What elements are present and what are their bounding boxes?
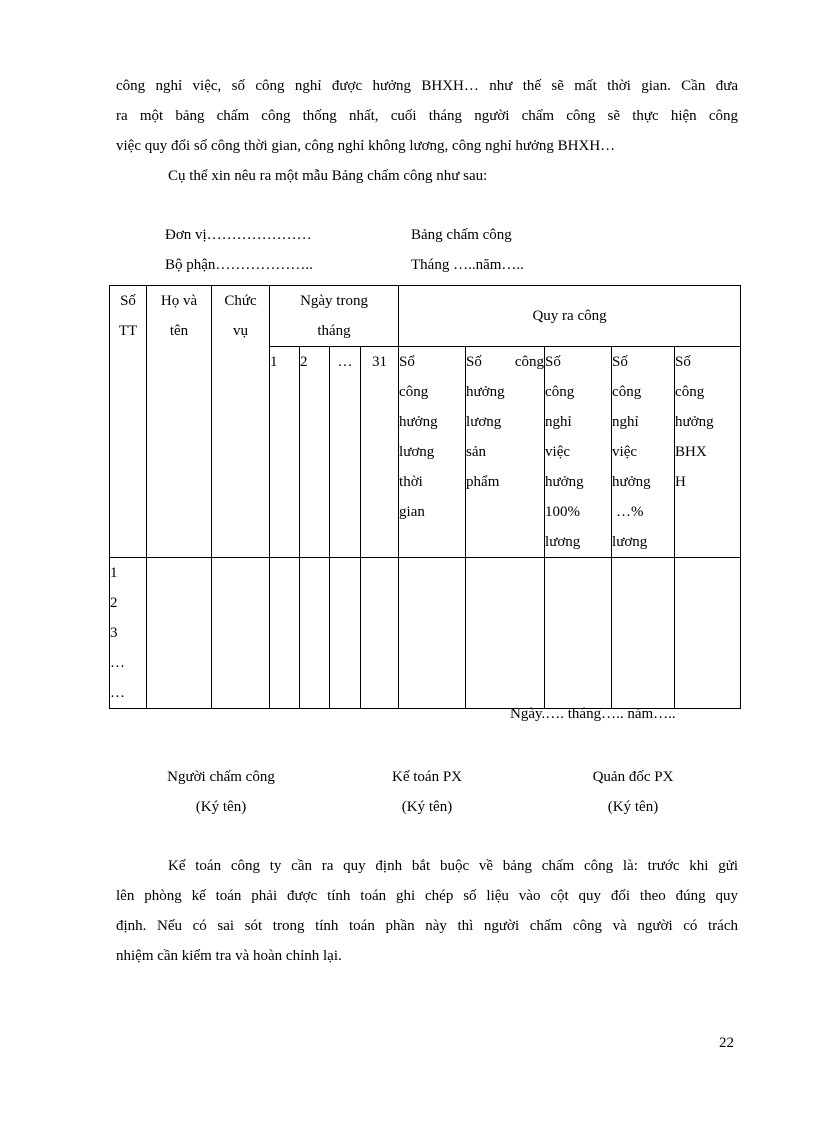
quy-word: hưởng [466,384,505,400]
quy-word: công [399,384,429,400]
row-number: … [110,655,125,671]
row-number-list [110,558,147,709]
header-text: tháng [317,323,351,339]
quy-word: công [545,384,575,400]
chuc-vu-header [212,286,270,558]
header-text: Quy ra công [532,307,607,324]
thang-nam-label: Tháng …..năm….. [411,257,524,273]
bo-phan-label: Bộ phận……………….. [165,257,313,273]
header-text: Số [120,293,136,309]
quy-col-nghi-percent [612,347,675,558]
day-ellipsis-header: … [330,347,361,558]
table-cell [147,558,212,709]
row-number: 2 [110,595,118,611]
table-body-row [110,558,741,709]
quy-word: công [612,384,642,400]
quy-word: Số [612,354,628,370]
table-cell [545,558,612,709]
quy-word: BHX [675,444,707,460]
stt-header [110,286,147,558]
header-text: TT [118,323,138,339]
quy-col-san-pham [466,347,545,558]
quy-word: H [675,474,686,490]
intro-line: ra một bảng chấm công thống nhất, cuối tháng người chấm công sẽ thực hiện công [116,108,738,124]
day-31-header: 31 [361,347,399,558]
table-cell [270,558,300,709]
quy-word: Số công [466,354,545,370]
closing-line: định. Nếu có sai sót trong tính toán phần này thì người chấm công và người có trách [116,918,738,934]
intro-line: việc quy đổi số công thời gian, công nghỉ không lương, công nghỉ hưởng BHXH… [116,138,616,154]
signature-quan-doc-px [563,762,703,822]
date-line: Ngày.…. tháng….. năm….. [510,706,676,722]
quy-word: lương [466,414,502,430]
bang-cham-cong-title: Bảng chấm công [411,227,512,243]
intro-line: Cụ thể xin nêu ra một mẫu Bảng chấm công như sau: [168,168,488,184]
page-number: 22 [719,1035,734,1051]
signature-title: Người chấm công [167,769,275,785]
table-cell [675,558,741,709]
quy-word: sản [466,444,487,460]
closing-line: nhiệm cần kiểm tra và hoàn chỉnh lại. [116,948,342,964]
quy-word: lương [399,444,435,460]
table-cell [361,558,399,709]
quy-word: nghỉ [545,414,572,430]
quy-word: Số [399,354,415,370]
row-number: 1 [110,565,118,581]
signature-sub: (Ký tên) [607,799,659,815]
table-cell [330,558,361,709]
row-number: 3 [110,625,118,641]
table-cell [300,558,330,709]
closing-paragraph [116,851,738,971]
ngay-trong-thang-header [270,286,399,347]
header-text: Họ và [160,293,198,309]
quy-word: việc [545,444,571,460]
signature-nguoi-cham-cong [140,762,302,822]
intro-paragraph [116,71,738,191]
table-header-row [110,286,741,347]
timesheet-table [109,285,741,709]
quy-word: lương [612,534,648,550]
quy-col-thoi-gian [399,347,466,558]
quy-word: việc [612,444,638,460]
don-vi-label: Đơn vị………………… [165,227,312,243]
header-text: Chức [224,293,257,309]
table-cell [612,558,675,709]
day-1-header: 1 [270,347,300,558]
closing-line: lên phòng kế toán phải được tính toán ghi chép số liệu vào cột quy đổi theo đúng quy [116,888,738,904]
intro-line: công nghỉ việc, số công nghỉ được hưởng BHXH… như thế sẽ mất thời gian. Cần đưa [116,78,738,94]
signature-ke-toan-px [355,762,499,822]
quy-word: thời [399,474,423,490]
quy-word: 100% [545,504,581,520]
header-text: Ngày trong [300,293,368,309]
quy-word: phẩm [466,474,500,490]
signature-sub: (Ký tên) [195,799,247,815]
table-cell [399,558,466,709]
signature-title: Kế toán PX [392,769,462,785]
signature-title: Quản đốc PX [592,769,674,785]
closing-line: Kế toán công ty cần ra quy định bắt buộc về bảng chấm công là: trước khi gửi [168,858,738,874]
quy-word: hưởng [399,414,438,430]
quy-word: hưởng [545,474,584,490]
header-text: tên [169,323,189,339]
table-cell [212,558,270,709]
header-text: vụ [233,323,248,339]
ho-ten-header [147,286,212,558]
day-2-header: 2 [300,347,330,558]
quy-word: Số [675,354,691,370]
quy-ra-cong-header [399,286,741,347]
quy-word: …% [616,504,644,520]
quy-word: Số [545,354,561,370]
quy-col-bhxh [675,347,741,558]
quy-col-nghi-100 [545,347,612,558]
quy-word: lương [545,534,581,550]
quy-word: nghỉ [612,414,639,430]
quy-word: hưởng [612,474,651,490]
row-number: … [110,685,125,701]
quy-word: gian [399,504,425,520]
quy-word: hưởng [675,414,714,430]
quy-word: công [675,384,705,400]
signature-sub: (Ký tên) [401,799,453,815]
table-cell [466,558,545,709]
